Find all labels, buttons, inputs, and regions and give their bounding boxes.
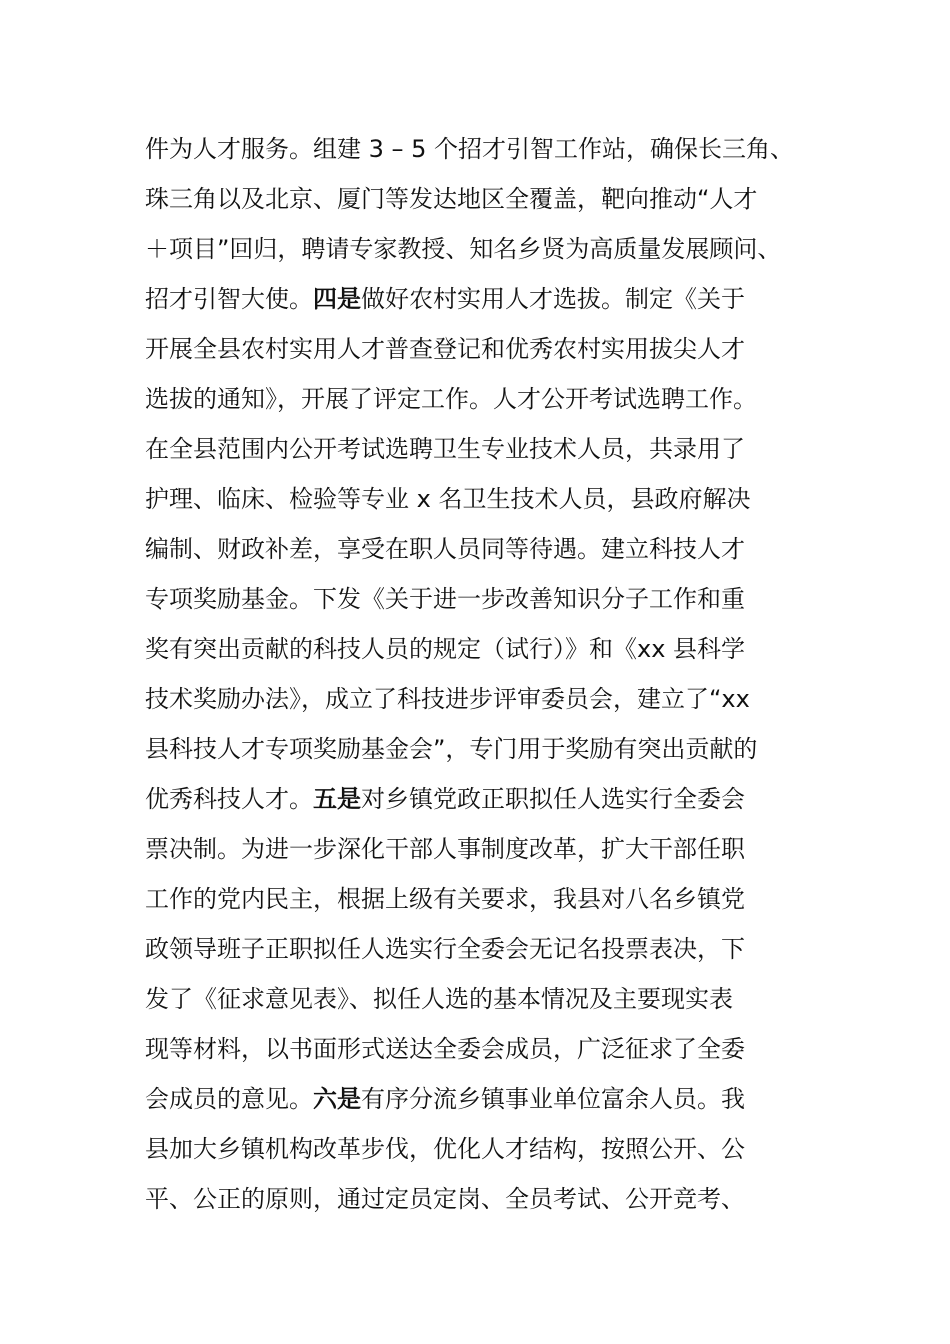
- text-run: 县加大乡镇机构改革步伐，优化人才结构，按照公开、公: [145, 1135, 745, 1163]
- text-line: [145, 224, 825, 274]
- text-line: [145, 1124, 825, 1174]
- emphasis-text: 五是: [313, 785, 361, 813]
- text-line: [145, 874, 825, 924]
- text-line: [145, 674, 825, 724]
- text-line: [145, 924, 825, 974]
- text-line: [145, 1174, 825, 1224]
- text-run: 开展全县农村实用人才普查登记和优秀农村实用拔尖人才: [145, 335, 745, 363]
- text-run: 奖有突出贡献的科技人员的规定（试行）》和《xx 县科学: [145, 635, 746, 663]
- text-run: 在全县范围内公开考试选聘卫生专业技术人员，共录用了: [145, 435, 745, 463]
- text-run: 优秀科技人才。: [145, 785, 313, 813]
- text-line: [145, 974, 825, 1024]
- text-run: 工作的党内民主，根据上级有关要求，我县对八名乡镇党: [145, 885, 745, 913]
- text-run: 发了《征求意见表》、拟任人选的基本情况及主要现实表: [145, 985, 733, 1013]
- text-run: 珠三角以及北京、厦门等发达地区全覆盖，靶向推动“人才: [145, 185, 758, 213]
- text-line: [145, 524, 825, 574]
- text-line: [145, 774, 825, 824]
- text-run: 招才引智大使。: [145, 285, 313, 313]
- text-run: 平、公正的原则，通过定员定岗、全员考试、公开竞考、: [145, 1185, 745, 1213]
- text-run: 专项奖励基金。下发《关于进一步改善知识分子工作和重: [145, 585, 745, 613]
- text-run: 技术奖励办法》，成立了科技进步评审委员会，建立了“xx: [145, 685, 750, 713]
- text-run: 护理、临床、检验等专业 x 名卫生技术人员，县政府解决: [145, 485, 751, 513]
- emphasis-text: 四是: [313, 285, 361, 313]
- text-line: [145, 824, 825, 874]
- text-line: [145, 1074, 825, 1124]
- text-run: 对乡镇党政正职拟任人选实行全委会: [361, 785, 745, 813]
- text-line: [145, 174, 825, 224]
- text-run: 票决制。为进一步深化干部人事制度改革，扩大干部任职: [145, 835, 745, 863]
- text-line: [145, 574, 825, 624]
- text-run: ＋项目”回归，聘请专家教授、知名乡贤为高质量发展顾问、: [145, 235, 782, 263]
- text-run: 会成员的意见。: [145, 1085, 313, 1113]
- text-run: 件为人才服务。组建 3 – 5 个招才引智工作站，确保长三角、: [145, 135, 795, 163]
- text-line: [145, 124, 825, 174]
- text-line: [145, 1024, 825, 1074]
- text-line: [145, 374, 825, 424]
- text-line: [145, 424, 825, 474]
- text-run: 县科技人才专项奖励基金会”，专门用于奖励有突出贡献的: [145, 735, 758, 763]
- text-run: 编制、财政补差，享受在职人员同等待遇。建立科技人才: [145, 535, 745, 563]
- emphasis-text: 六是: [313, 1085, 361, 1113]
- text-line: [145, 474, 825, 524]
- text-line: [145, 324, 825, 374]
- text-run: 有序分流乡镇事业单位富余人员。我: [361, 1085, 745, 1113]
- text-run: 政领导班子正职拟任人选实行全委会无记名投票表决，下: [145, 935, 745, 963]
- body-paragraph: [145, 124, 825, 1224]
- text-run: 现等材料，以书面形式送达全委会成员，广泛征求了全委: [145, 1035, 745, 1063]
- text-line: [145, 724, 825, 774]
- text-line: [145, 274, 825, 324]
- text-run: 选拔的通知》，开展了评定工作。人才公开考试选聘工作。: [145, 385, 757, 413]
- text-run: 做好农村实用人才选拔。制定《关于: [361, 285, 745, 313]
- text-line: [145, 624, 825, 674]
